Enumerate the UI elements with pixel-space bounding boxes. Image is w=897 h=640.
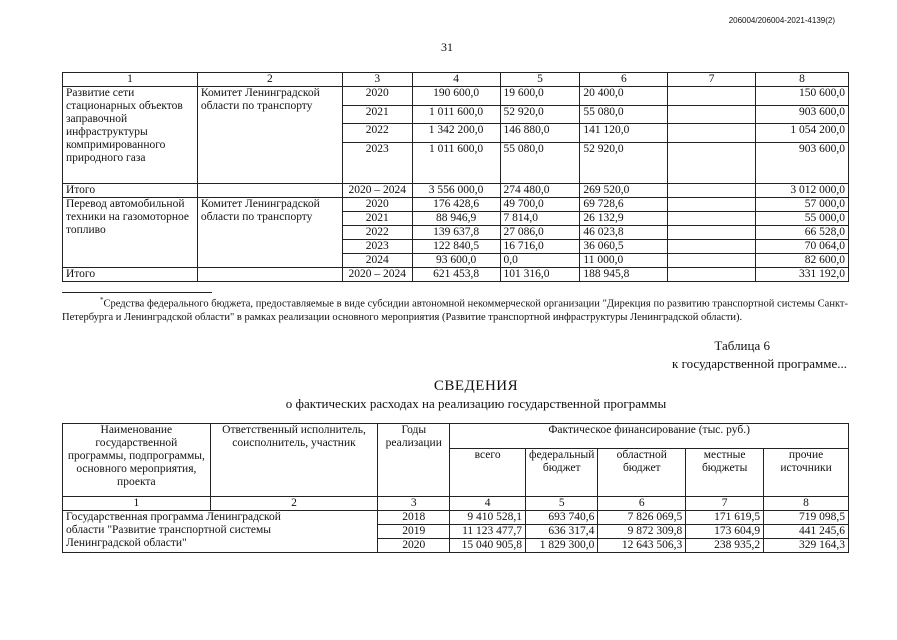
value-cell: 26 132,9 [580, 212, 668, 226]
col-number: 1 [63, 497, 211, 511]
col-number: 4 [412, 73, 500, 87]
col-number: 2 [197, 73, 342, 87]
value-cell: 693 740,6 [526, 511, 598, 525]
activity-name: Развитие сети стационарных объектов заправочной инфраструктуры компримированного природного газа [63, 87, 198, 184]
footnote [62, 294, 848, 324]
table-header-row [63, 424, 849, 449]
value-cell: 9 410 528,1 [450, 511, 526, 525]
value-cell: 52 920,0 [500, 105, 580, 124]
header-total: всего [450, 448, 526, 496]
total-executor-cell [197, 184, 342, 198]
year-cell: 2022 [342, 226, 412, 240]
table-label [672, 337, 847, 373]
value-cell: 49 700,0 [500, 198, 580, 212]
table-row [63, 87, 849, 106]
col-number: 1 [63, 73, 198, 87]
col-number: 7 [668, 73, 756, 87]
total-label: Итого [63, 184, 198, 198]
value-cell: 88 946,9 [412, 212, 500, 226]
col-number: 2 [210, 497, 378, 511]
value-cell [668, 212, 756, 226]
total-row [63, 268, 849, 282]
value-cell [668, 184, 756, 198]
value-cell: 1 342 200,0 [412, 124, 500, 143]
value-cell: 55 080,0 [580, 105, 668, 124]
table-number: Таблица 6 [714, 338, 770, 353]
value-cell: 903 600,0 [756, 105, 849, 124]
col-number: 6 [580, 73, 668, 87]
value-cell: 903 600,0 [756, 143, 849, 184]
value-cell: 93 600,0 [412, 254, 500, 268]
value-cell: 150 600,0 [756, 87, 849, 106]
activity-name: Перевод автомобильной техники на газомоторное топливо [63, 198, 198, 268]
value-cell: 3 012 000,0 [756, 184, 849, 198]
executor: Комитет Ленинградской области по транспорту [197, 198, 342, 268]
value-cell: 12 643 506,3 [598, 539, 686, 553]
header-financing: Фактическое финансирование (тыс. руб.) [450, 424, 849, 449]
value-cell: 238 935,2 [686, 539, 764, 553]
year-cell: 2021 [342, 105, 412, 124]
value-cell [668, 254, 756, 268]
header-other: прочие источники [764, 448, 849, 496]
value-cell: 46 023,8 [580, 226, 668, 240]
value-cell: 141 120,0 [580, 124, 668, 143]
header-federal: федеральный бюджет [526, 448, 598, 496]
col-number: 8 [756, 73, 849, 87]
year-cell: 2022 [342, 124, 412, 143]
section-subtitle: о фактических расходах на реализацию государственной программы [285, 396, 667, 411]
col-number: 6 [598, 497, 686, 511]
value-cell: 139 637,8 [412, 226, 500, 240]
year-cell: 2021 [342, 212, 412, 226]
year-cell: 2020 – 2024 [342, 268, 412, 282]
value-cell [668, 87, 756, 106]
total-label: Итого [63, 268, 198, 282]
table-row [63, 198, 849, 212]
col-number: 3 [342, 73, 412, 87]
value-cell [668, 124, 756, 143]
value-cell: 1 011 600,0 [412, 105, 500, 124]
value-cell: 19 600,0 [500, 87, 580, 106]
value-cell: 16 716,0 [500, 240, 580, 254]
year-cell: 2020 [378, 539, 450, 553]
value-cell: 7 826 069,5 [598, 511, 686, 525]
value-cell: 329 164,3 [764, 539, 849, 553]
value-cell: 0,0 [500, 254, 580, 268]
value-cell: 7 814,0 [500, 212, 580, 226]
value-cell: 274 480,0 [500, 184, 580, 198]
value-cell: 146 880,0 [500, 124, 580, 143]
document-id: 206004/206004-2021-4139(2) [728, 16, 835, 25]
total-row [63, 184, 849, 198]
value-cell: 719 098,5 [764, 511, 849, 525]
col-number: 7 [686, 497, 764, 511]
col-number: 3 [378, 497, 450, 511]
value-cell: 69 728,6 [580, 198, 668, 212]
value-cell [668, 226, 756, 240]
value-cell: 188 945,8 [580, 268, 668, 282]
table-row [63, 511, 849, 525]
value-cell: 20 400,0 [580, 87, 668, 106]
page-number: 31 [441, 40, 453, 54]
value-cell: 15 040 905,8 [450, 539, 526, 553]
value-cell: 1 054 200,0 [756, 124, 849, 143]
header-local: местные бюджеты [686, 448, 764, 496]
value-cell: 66 528,0 [756, 226, 849, 240]
col-number: 4 [450, 497, 526, 511]
table-header-row [63, 73, 849, 87]
expenses-table [62, 423, 849, 553]
value-cell: 173 604,9 [686, 525, 764, 539]
value-cell: 176 428,6 [412, 198, 500, 212]
value-cell: 36 060,5 [580, 240, 668, 254]
value-cell: 122 840,5 [412, 240, 500, 254]
value-cell: 331 192,0 [756, 268, 849, 282]
program-name: Государственная программа Ленинградской области "Развитие транспортной системы Ленинградской области" [63, 511, 378, 553]
value-cell: 636 317,4 [526, 525, 598, 539]
section-title: СВЕДЕНИЯ [433, 378, 519, 394]
value-cell: 82 600,0 [756, 254, 849, 268]
value-cell: 70 064,0 [756, 240, 849, 254]
value-cell: 52 920,0 [580, 143, 668, 184]
year-cell: 2020 [342, 198, 412, 212]
footnote-marker: * [100, 296, 104, 304]
value-cell: 27 086,0 [500, 226, 580, 240]
table-reference: к государственной программе... [672, 356, 847, 371]
value-cell: 1 829 300,0 [526, 539, 598, 553]
value-cell [668, 240, 756, 254]
total-executor-cell [197, 268, 342, 282]
header-executor: Ответственный исполнитель, соисполнитель, участник [210, 424, 378, 497]
year-cell: 2020 [342, 87, 412, 106]
year-cell: 2024 [342, 254, 412, 268]
footnote-divider [62, 292, 212, 293]
value-cell: 269 520,0 [580, 184, 668, 198]
table-continued [62, 72, 849, 282]
value-cell: 621 453,8 [412, 268, 500, 282]
executor: Комитет Ленинградской области по транспорту [197, 87, 342, 184]
header-years: Годы реализации [378, 424, 450, 497]
value-cell: 55 000,0 [756, 212, 849, 226]
footnote-text: Средства федерального бюджета, предоставляемые в виде субсидии автономной некоммерческой организации "Дирекция по развитию транспортной системы Санкт-Петербурга и Ленинградской области" в рамках реализации основного мероприятия (Развитие транспортной инфраструктуры Ленинградской области). [62, 298, 848, 323]
value-cell: 9 872 309,8 [598, 525, 686, 539]
value-cell: 55 080,0 [500, 143, 580, 184]
year-cell: 2019 [378, 525, 450, 539]
year-cell: 2023 [342, 240, 412, 254]
col-number: 5 [526, 497, 598, 511]
value-cell: 101 316,0 [500, 268, 580, 282]
value-cell: 57 000,0 [756, 198, 849, 212]
value-cell [668, 268, 756, 282]
value-cell: 1 011 600,0 [412, 143, 500, 184]
value-cell: 11 123 477,7 [450, 525, 526, 539]
value-cell: 11 000,0 [580, 254, 668, 268]
year-cell: 2023 [342, 143, 412, 184]
header-regional: областной бюджет [598, 448, 686, 496]
year-cell: 2020 – 2024 [342, 184, 412, 198]
value-cell: 3 556 000,0 [412, 184, 500, 198]
header-name: Наименование государственной программы, подпрограммы, основного мероприятия, проекта [63, 424, 211, 497]
value-cell [668, 143, 756, 184]
value-cell: 171 619,5 [686, 511, 764, 525]
col-number: 8 [764, 497, 849, 511]
year-cell: 2018 [378, 511, 450, 525]
value-cell: 190 600,0 [412, 87, 500, 106]
value-cell [668, 105, 756, 124]
value-cell: 441 245,6 [764, 525, 849, 539]
col-number: 5 [500, 73, 580, 87]
value-cell [668, 198, 756, 212]
table-header-row [63, 497, 849, 511]
